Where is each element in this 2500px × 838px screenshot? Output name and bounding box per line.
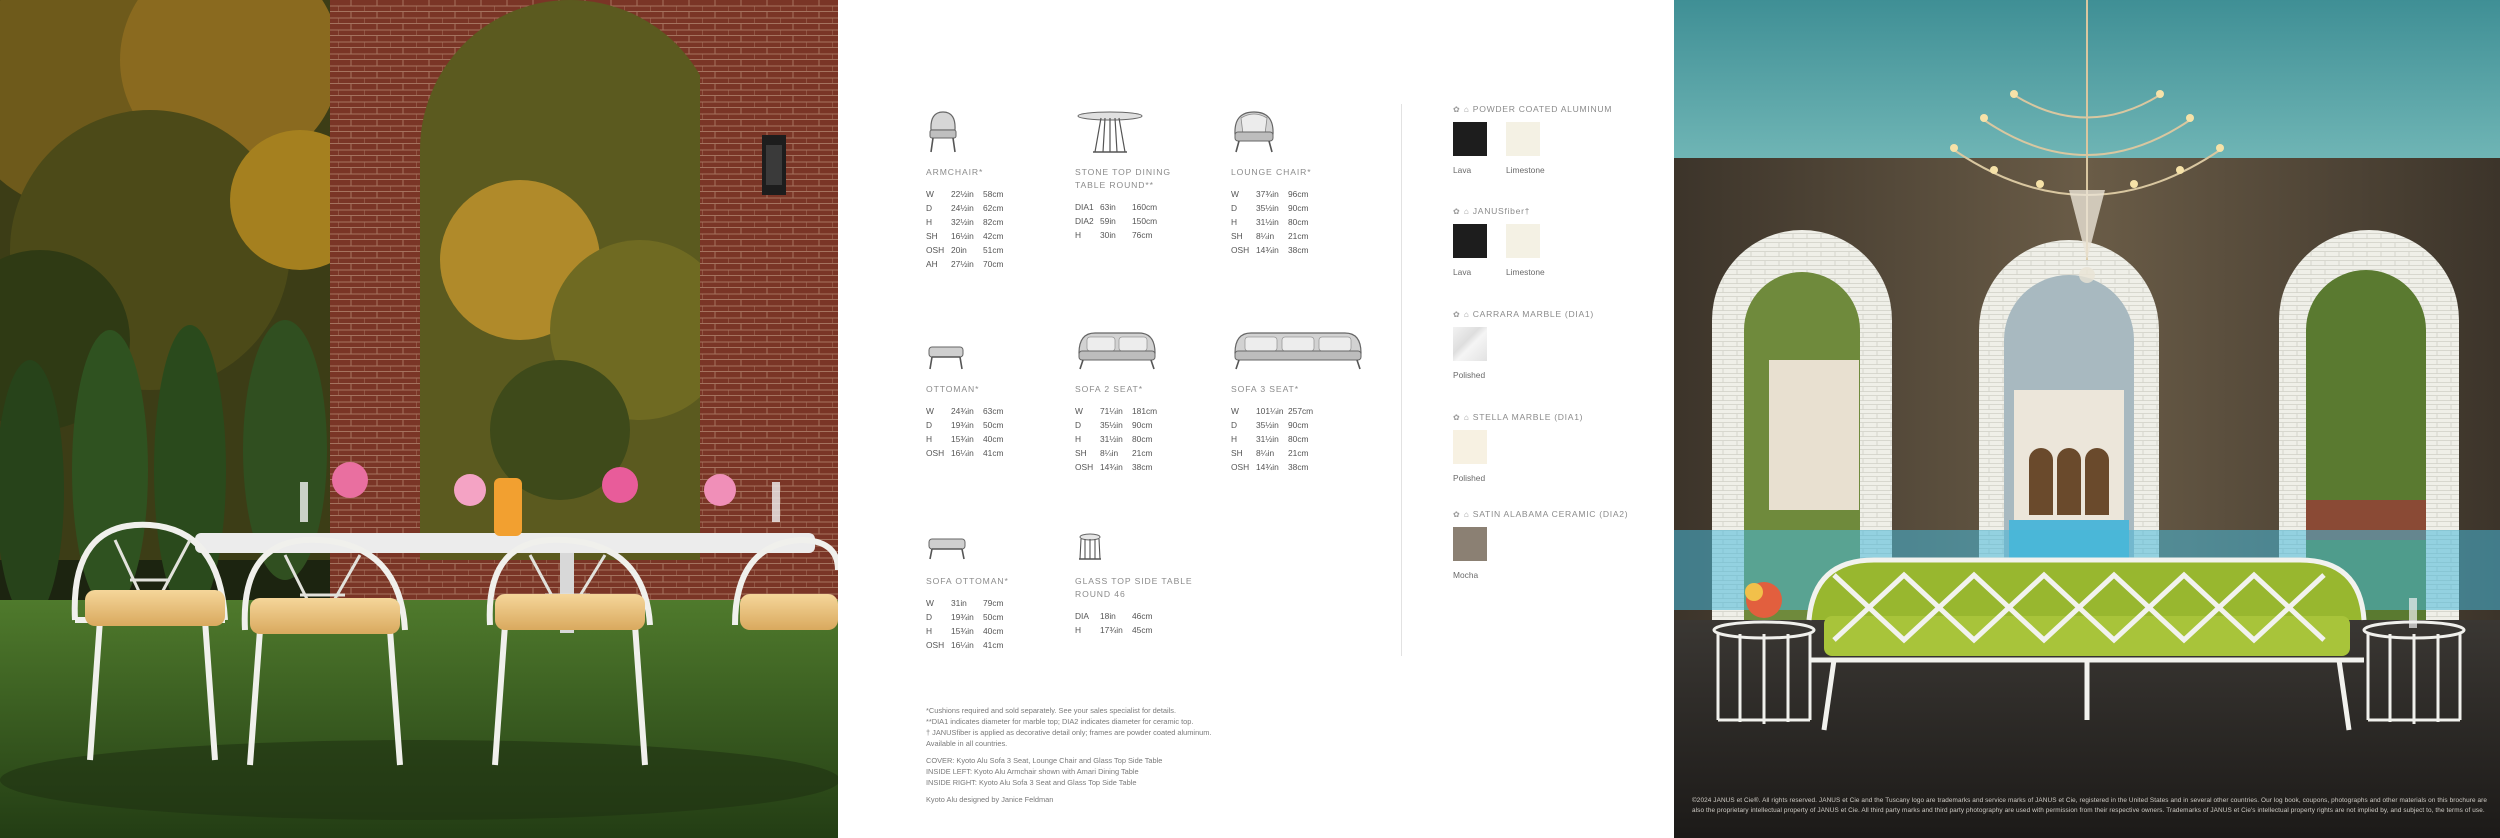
swatch-limestone: Limestone [1506, 122, 1545, 175]
sofa-ottoman-thumbnail [926, 515, 1056, 563]
ottoman-thumbnail [926, 323, 1056, 371]
dimension-table: W 101¼in 257cm D 35½in 90cm H 31½in 80cm SH 8¼in 21cm OSH 14¾in 38cm [1231, 406, 1314, 472]
designer-credit: Kyoto Alu designed by Janice Feldman [926, 795, 1054, 804]
right-photo-loggia-sofa [1674, 0, 2500, 838]
swatch-mocha: Mocha [1453, 527, 1487, 580]
finish-group-powder-coated-aluminum [1453, 104, 1612, 175]
copyright-notice: ©2024 JANUS et Cie®. All rights reserved. JANUS et Cie and the Tuscany logo are trademarks and service marks of JANUS et Cie, registered in the United States and in several other countries. Our log book, coupons, photographs and other materials on this brochure are also the proprietary intellectual property of JANUS et Cie. All third party marks and third party photography are used with permission from their respective owners. Trademarks of JANUS et Cie's intellectual property rights are not implied by, and subject to, the terms of use. [1692, 797, 2488, 814]
dimension-table: W 37¾in 96cm D 35½in 90cm H 31½in 80cm SH 8¼in 21cm OSH 14¾in 38cm [1231, 189, 1309, 255]
product-name: OTTOMAN* [926, 384, 980, 394]
product-stone-top-dining-table [1075, 106, 1205, 242]
finish-group-stella-marble [1453, 412, 1583, 483]
product-name: SOFA OTTOMAN* [926, 576, 1009, 586]
photo-credit: INSIDE RIGHT: Kyoto Alu Sofa 3 Seat and Glass Top Side Table [926, 778, 1137, 787]
product-name: SOFA 2 SEAT* [1075, 384, 1143, 394]
column-divider [1401, 104, 1402, 656]
product-name: SOFA 3 SEAT* [1231, 384, 1299, 394]
product-lounge-chair [1231, 106, 1361, 257]
footnote: **DIA1 indicates diameter for marble top; DIA2 indicates diameter for ceramic top. [926, 717, 1194, 726]
photo-credit: INSIDE LEFT: Kyoto Alu Armchair shown with Amari Dining Table [926, 767, 1139, 776]
dimension-table: DIA 18in 46cm H 17¾in 45cm [1075, 611, 1153, 635]
dimension-table: W 31in 79cm D 19¾in 50cm H 15¾in 40cm OSH 16¼in 41cm [926, 598, 1004, 650]
dimension-table: DIA1 63in 160cm DIA2 59in 150cm H 30in 76cm [1075, 202, 1158, 240]
product-sofa-2-seat [1075, 323, 1205, 474]
care-icon: ✿ ⌂ [1453, 509, 1470, 519]
finish-title: POWDER COATED ALUMINUM [1472, 104, 1613, 114]
product-name: LOUNGE CHAIR* [1231, 167, 1312, 177]
footnote: *Cushions required and sold separately. See your sales specialist for details. [926, 706, 1177, 715]
product-sofa-ottoman [926, 515, 1056, 652]
swatch-polished: Polished [1453, 327, 1487, 380]
care-icon: ✿ ⌂ [1453, 412, 1470, 422]
swatch-polished: Polished [1453, 430, 1487, 483]
finish-group-janusfiber [1453, 206, 1545, 277]
dining-table-thumbnail [1075, 106, 1205, 154]
footnote: Available in all countries. [926, 739, 1008, 748]
finish-title: STELLA MARBLE (DIA1) [1472, 412, 1584, 422]
side-table-thumbnail [1075, 515, 1205, 563]
lounge-chair-thumbnail [1231, 106, 1361, 154]
product-name: GLASS TOP SIDE TABLE ROUND 46 [1075, 576, 1193, 599]
product-sofa-3-seat [1231, 323, 1365, 474]
finish-title: JANUSfiber† [1472, 206, 1531, 216]
swatch-lava: Lava [1453, 224, 1487, 277]
care-icon: ✿ ⌂ [1453, 206, 1470, 216]
swatch-limestone: Limestone [1506, 224, 1545, 277]
finish-title: CARRARA MARBLE (DIA1) [1472, 309, 1594, 319]
dimension-table: W 22½in 58cm D 24½in 62cm H 32½in 82cm SH 16½in 42cm OSH 20in 51cm AH 27½in 70cm [926, 189, 1004, 269]
left-photo-garden-dining [0, 0, 838, 838]
care-icon: ✿ ⌂ [1453, 104, 1470, 114]
product-armchair [926, 106, 1056, 271]
product-name: STONE TOP DINING TABLE ROUND** [1075, 167, 1171, 190]
loggia-sofa-illustration [1674, 0, 2500, 838]
care-icon: ✿ ⌂ [1453, 309, 1470, 319]
footnote: † JANUSfiber is applied as decorative detail only; frames are powder coated aluminum. [926, 728, 1212, 737]
finish-title: SATIN ALABAMA CERAMIC (DIA2) [1472, 509, 1629, 519]
finish-group-carrara-marble [1453, 309, 1594, 380]
sofa-2-seat-thumbnail [1075, 323, 1205, 371]
photo-credit: COVER: Kyoto Alu Sofa 3 Seat, Lounge Chair and Glass Top Side Table [926, 756, 1163, 765]
spec-page [838, 0, 1674, 838]
finish-group-satin-alabama-ceramic [1453, 509, 1628, 580]
footnotes [926, 705, 1346, 805]
product-name: ARMCHAIR* [926, 167, 984, 177]
dimension-table: W 24¾in 63cm D 19¾in 50cm H 15¾in 40cm OSH 16¼in 41cm [926, 406, 1004, 458]
armchair-thumbnail [926, 106, 1056, 154]
sofa-3-seat-thumbnail [1231, 323, 1365, 371]
swatch-lava: Lava [1453, 122, 1487, 175]
garden-dining-illustration [0, 0, 838, 838]
product-glass-top-side-table [1075, 515, 1205, 637]
dimension-table: W 71¼in 181cm D 35½in 90cm H 31½in 80cm SH 8¼in 21cm OSH 14¾in 38cm [1075, 406, 1158, 472]
product-ottoman [926, 323, 1056, 460]
